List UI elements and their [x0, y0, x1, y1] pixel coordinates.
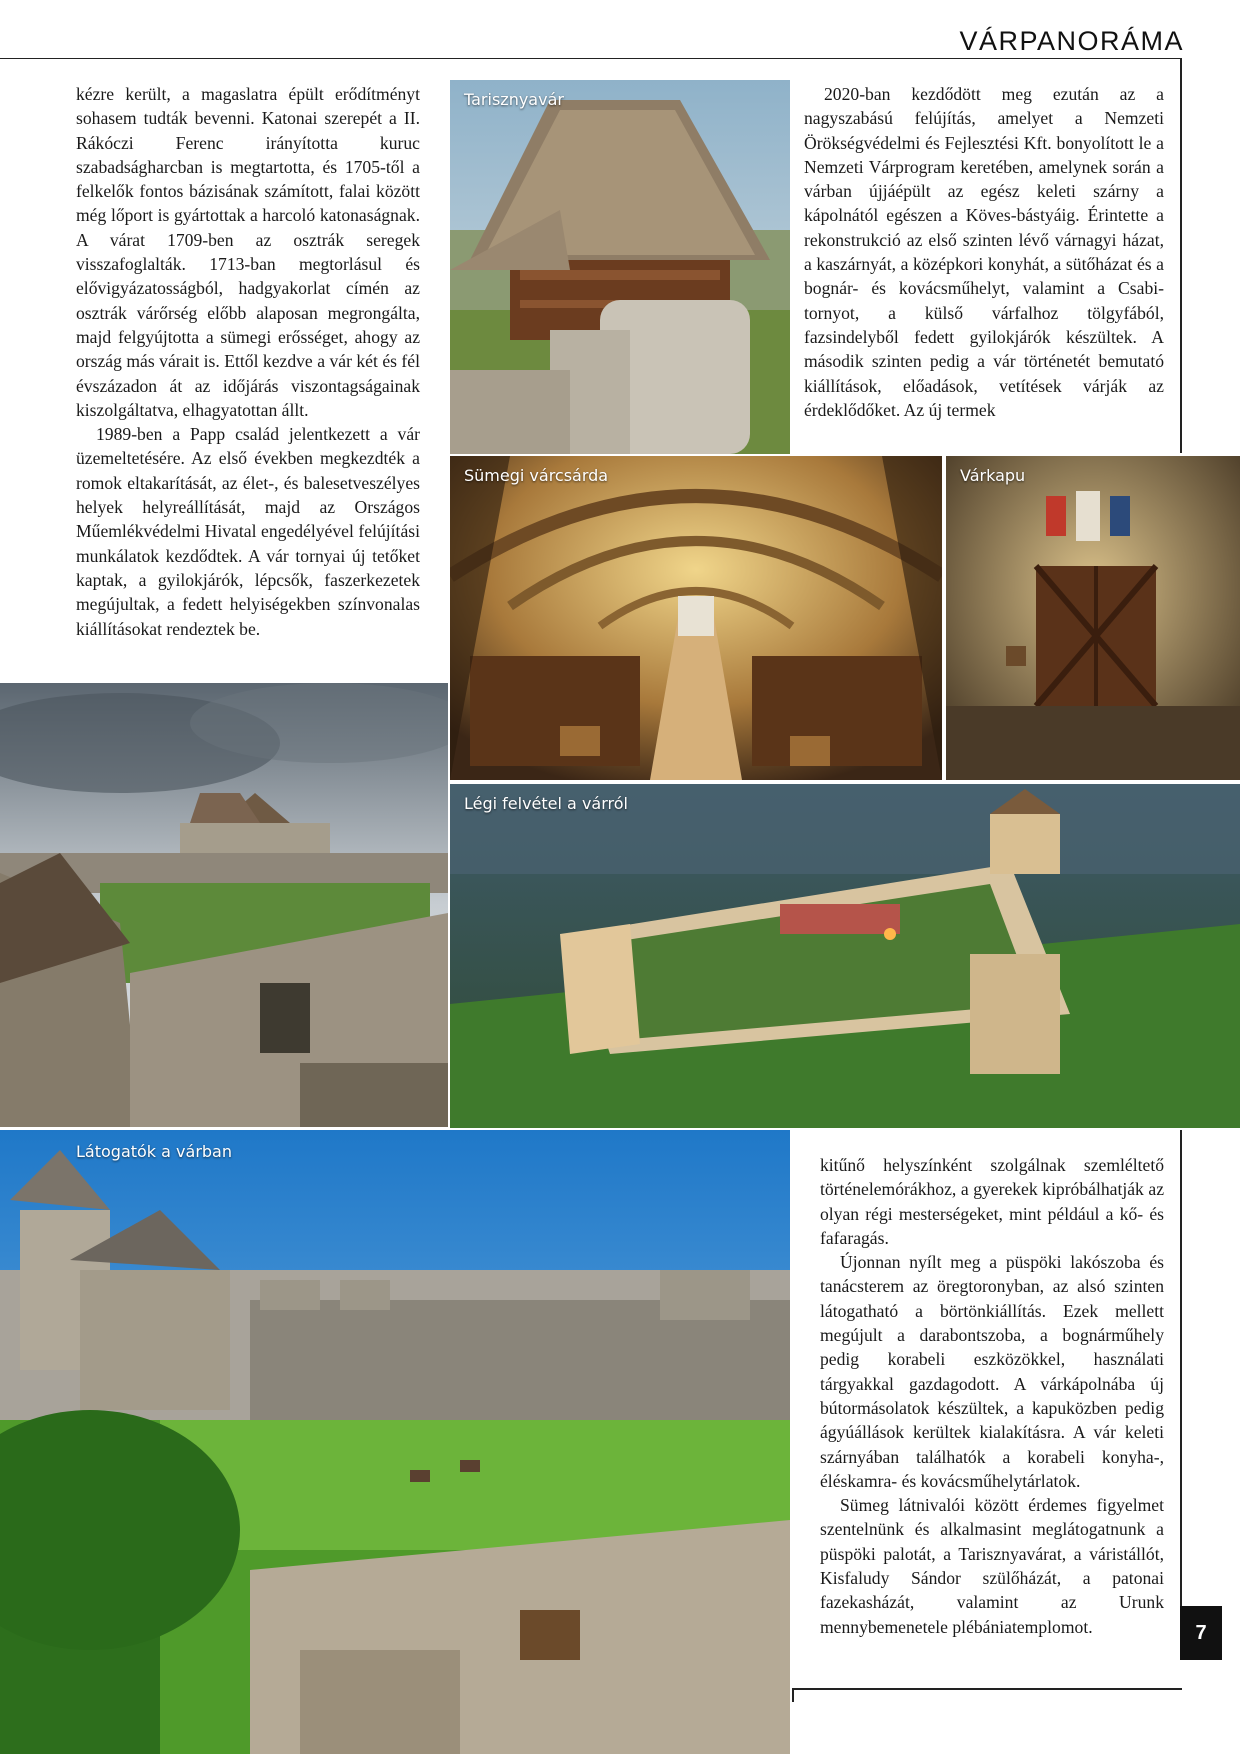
photo-caption: Légi felvétel a várról [464, 794, 628, 813]
photo-caption: Sümegi várcsárda [464, 466, 609, 485]
photo-visitors [0, 1130, 790, 1754]
photo-aerial [450, 784, 1240, 1128]
frame-rule-right-lower [1180, 1130, 1182, 1610]
frame-rule-right [1180, 58, 1182, 453]
photo-caption: Várkapu [960, 466, 1026, 485]
paragraph: 1989-ben a Papp család jelentkezett a vár üzemeltetésére. Az első években megkezdték a romok eltakarítását, az élet-, és balesetveszélyes helyek helyreállítását, majd az Országos Műemlékvédelmi Hivatal engedélyével felújítási munkálatok kezdődtek. A vár tornyai új tetőket kaptak, a gyilokjárók, lépcsők, faszerkezetek megújultak, a fedett helyiségekben színvonalas kiállításokat rendeztek be. [76, 424, 420, 639]
photo-caption: Látogatók a várban [76, 1142, 232, 1161]
photo-varcsarda [450, 456, 942, 780]
article-column-right-top [804, 82, 1164, 422]
section-title: VÁRPANORÁMA [959, 26, 1184, 56]
paragraph: kézre került, a magaslatra épült erődítményt sohasem tudták bevenni. Katonai szerepét a II. Rákóczi Ferenc irányította kuruc szabadságharcban is megtartotta, és 1705-től a felkelők fontos bázisának számított, falai között még lőport is gyártottak a harcoló katonaságnak. A várat 1709-ben az osztrák seregek visszafoglalták. 1713-ban megtorlásul és elővigyázatosságból, hadgyakorlat címén az osztrák várőrség előbb alaposan megrongálta, majd felgyújtotta a sümegi erősséget, ahogy az ország más várait is. Ettől kezdve a vár két és fél évszázadon át az időjárás viszontagságainak kiszolgáltatva, elhagyatottan állt. [76, 84, 420, 420]
frame-rule-bottom [792, 1688, 1182, 1690]
paragraph: 2020-ban kezdődött meg ezután az a nagyszabású felújítás, amelyet a Nemzeti Örökségvédelmi és Fejlesztési Kft. bonyolított le a Nemzeti Várprogram keretében, amelynek során a várban újjáépült az egész keleti szárny a kápolnától egészen a Köves-bástyáig. Érintette a rekonstrukció az első szinten lévő várnagyi házat, a kaszárnyát, a középkori konyhát, a sütőházat és a bognár- és kovácsműhelyt, valamint a Csabi-tornyot, a külső várfalhoz tölgyfából, fazsindelyből fedett gyilokjárók készültek. A második szinten pedig a vár történetét bemutató kiállítások, előadások, vetítések várják az érdeklődőket. Az új termek [804, 84, 1164, 420]
header-rule [0, 58, 1182, 59]
photo-tarisznyavar [450, 80, 790, 454]
photo-courtyard [0, 683, 448, 1127]
paragraph: kitűnő helyszínként szolgálnak szemléltető történelemórákhoz, a gyerekek kipróbálhatják az olyan régi mesterségeket, mint például a kő- és fafaragás. [820, 1155, 1164, 1248]
article-column-left [76, 82, 420, 641]
paragraph: Újonnan nyílt meg a püspöki lakószoba és tanácsterem az öregtoronyban, az alsó szinten látogatható a börtönkiállítás. Ezek mellett megújult a darabontszoba, a bognárműhely pedig korabeli eszközökkel, használati tárgyakkal gazdagodott. A várkápolnába új bútormásolatok készültek, a kapuközben pedig ágyúállások kerültek kialakításra. A vár keleti szárnyában találhatók a korabeli konyha-, éléskamra- és kovácsműhelytárlatok. [820, 1252, 1164, 1491]
photo-caption: Tarisznyavár [464, 90, 564, 109]
frame-rule-bottom-left [792, 1688, 794, 1702]
article-column-right-bottom [820, 1153, 1164, 1639]
page-number: 7 [1180, 1606, 1222, 1660]
photo-varkapu [946, 456, 1240, 780]
paragraph: Sümeg látnivalói között érdemes figyelmet szentelnünk és alkalmasint meglátogatnunk a püspöki palotát, a Tarisznyavárat, a váristállót, Kisfaludy Sándor szülőházát, a patonai fazekasházát, valamint az Urunk mennybemenetele plébániatemplomot. [820, 1495, 1164, 1637]
